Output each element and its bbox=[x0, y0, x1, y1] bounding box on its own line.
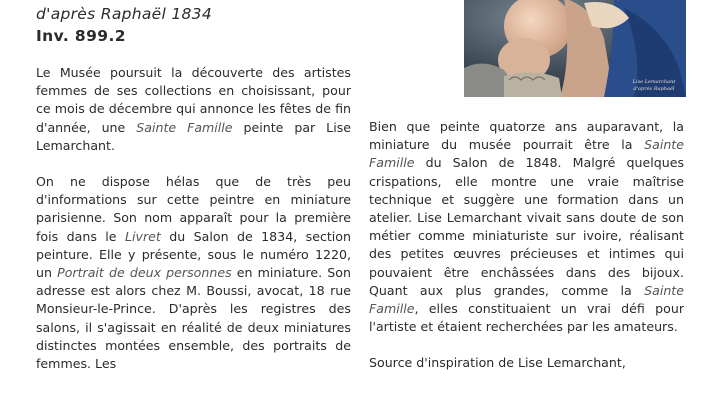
paragraph-source: Source d'inspiration de Lise Lemarchant, bbox=[369, 355, 626, 371]
painting-image bbox=[464, 0, 686, 97]
artwork-subtitle: d'après Raphaël 1834 bbox=[36, 5, 212, 23]
painting-inscription-1: Lise Lemarchant bbox=[632, 79, 676, 85]
paragraph-intro: Le Musée poursuit la découverte des artistes femmes de ses collections en choisissant, pour ce mois de décembre qui annonce les fêtes de fin d'année, une Sainte Famille peinte par Lise Lemarchant. bbox=[36, 65, 351, 153]
paragraph-biography: On ne dispose hélas que de très peu d'informations sur cette peintre en miniature parisienne. Son nom apparaît pour la première fois dans le Livret du Salon de 1834, section peinture. Elle y présente, sous le numéro 1220, un Portrait de deux personnes en miniature. Son adresse est alors chez M. Boussi, avocat, 18 rue Monsieur-le-Prince. D'après les registres des salons, il s'agissait en réalité de deux miniatures distinctes montées ensemble, des portraits de femmes. Les bbox=[36, 174, 351, 372]
inventory-number: Inv. 899.2 bbox=[36, 27, 126, 45]
paragraph-salon: Bien que peinte quatorze ans auparavant, la miniature du musée pourrait être la Sainte Famille du Salon de 1848. Malgré quelques crispations, elle montre une vraie maîtrise technique et suggère une formation dans un atelier. Lise Lemarchant vivait sans doute de son métier comme miniaturiste sur ivoire, réalisant des petites œuvres précieuses et intimes qui pouvaient être enchâssées dans des bijoux. Quant aux plus grandes, comme la Sainte Famille, elles constituaient un vrai défi pour l'artiste et étaient recherchées par les amateurs. bbox=[369, 119, 684, 335]
left-column bbox=[36, 64, 351, 373]
painting-inscription-2: d'après Raphaël bbox=[633, 86, 675, 92]
right-column bbox=[369, 118, 684, 373]
